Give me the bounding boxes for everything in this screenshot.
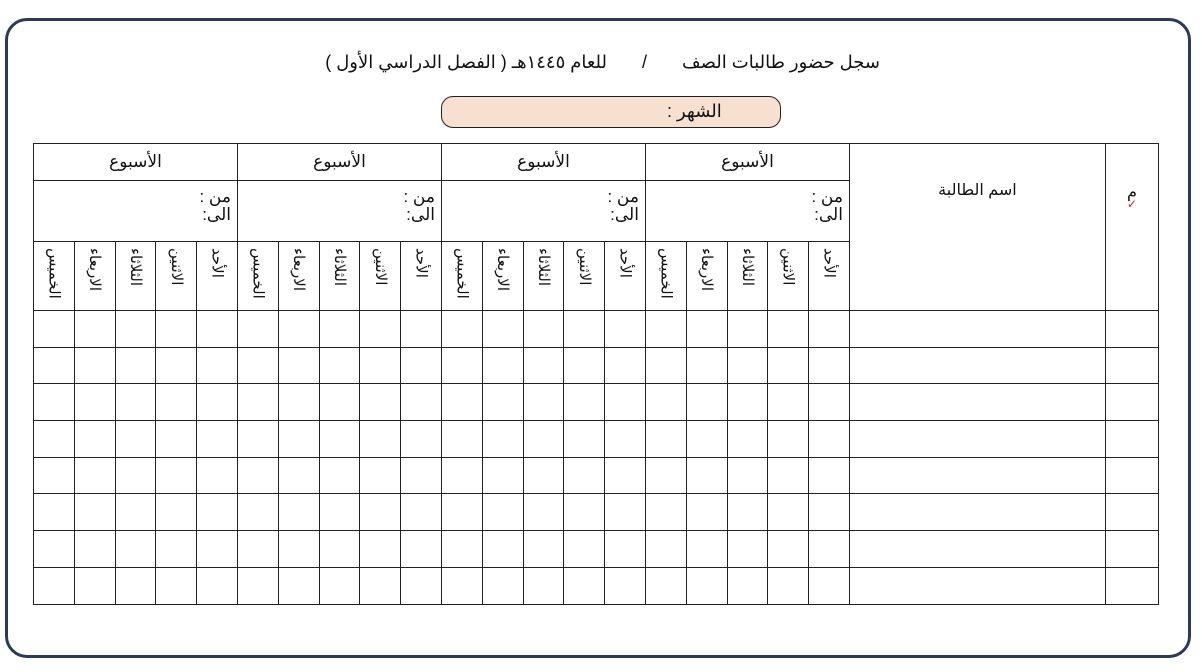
day-header <box>605 242 646 311</box>
attendance-cell[interactable] <box>564 567 605 604</box>
attendance-cell[interactable] <box>319 531 360 568</box>
attendance-cell[interactable] <box>278 421 319 458</box>
attendance-cell[interactable] <box>809 421 850 458</box>
attendance-cell[interactable] <box>768 531 809 568</box>
table-row <box>34 421 1159 458</box>
attendance-cell[interactable] <box>605 457 646 494</box>
attendance-cell[interactable] <box>34 421 75 458</box>
attendance-cell[interactable] <box>564 421 605 458</box>
attendance-cell[interactable] <box>156 421 197 458</box>
from-label: من : <box>607 187 639 206</box>
attendance-cell[interactable] <box>605 311 646 348</box>
attendance-cell[interactable] <box>441 311 482 348</box>
day-header <box>441 242 482 311</box>
title-separator: / <box>642 52 648 72</box>
attendance-cell[interactable] <box>645 311 686 348</box>
to-label: الى: <box>814 205 843 224</box>
attendance-cell[interactable] <box>319 494 360 531</box>
day-header <box>156 242 197 311</box>
attendance-cell[interactable] <box>727 494 768 531</box>
attendance-cell[interactable] <box>237 384 278 421</box>
day-label: الخميس <box>657 248 675 299</box>
attendance-cell[interactable] <box>523 531 564 568</box>
to-label: الى: <box>202 205 231 224</box>
day-label: الاثنين <box>575 248 593 286</box>
attendance-cell[interactable] <box>727 457 768 494</box>
attendance-cell[interactable] <box>360 311 401 348</box>
attendance-cell[interactable] <box>360 567 401 604</box>
student-name-cell[interactable] <box>849 347 1105 384</box>
day-label: الثلاثاء <box>534 248 552 287</box>
attendance-cell[interactable] <box>768 457 809 494</box>
day-label: الخميس <box>249 248 267 299</box>
day-header <box>482 242 523 311</box>
week-header: الأسبوع <box>441 144 645 181</box>
day-header <box>686 242 727 311</box>
student-name-header <box>849 144 1105 311</box>
day-header <box>727 242 768 311</box>
attendance-cell[interactable] <box>34 494 75 531</box>
attendance-cell[interactable] <box>319 311 360 348</box>
attendance-cell[interactable] <box>809 457 850 494</box>
attendance-cell[interactable] <box>401 311 442 348</box>
attendance-cell[interactable] <box>278 457 319 494</box>
attendance-cell[interactable] <box>605 384 646 421</box>
attendance-cell[interactable] <box>686 494 727 531</box>
from-label: من : <box>811 187 843 206</box>
attendance-cell[interactable] <box>686 311 727 348</box>
attendance-cell[interactable] <box>441 494 482 531</box>
attendance-cell[interactable] <box>401 421 442 458</box>
attendance-cell[interactable] <box>237 421 278 458</box>
attendance-cell[interactable] <box>360 494 401 531</box>
attendance-cell[interactable] <box>278 567 319 604</box>
attendance-cell[interactable] <box>523 347 564 384</box>
attendance-cell[interactable] <box>115 457 156 494</box>
attendance-cell[interactable] <box>115 567 156 604</box>
attendance-cell[interactable] <box>482 347 523 384</box>
attendance-cell[interactable] <box>360 531 401 568</box>
attendance-cell[interactable] <box>809 347 850 384</box>
attendance-cell[interactable] <box>768 384 809 421</box>
attendance-cell[interactable] <box>645 384 686 421</box>
week-header: الأسبوع <box>645 144 849 181</box>
attendance-cell[interactable] <box>34 384 75 421</box>
student-name-header-label: اسم الطالبة <box>938 182 1017 199</box>
attendance-cell[interactable] <box>156 384 197 421</box>
day-label: الثلاثاء <box>738 248 756 287</box>
attendance-cell[interactable] <box>115 531 156 568</box>
attendance-cell[interactable] <box>441 384 482 421</box>
attendance-cell[interactable] <box>319 567 360 604</box>
attendance-cell[interactable] <box>360 421 401 458</box>
attendance-cell[interactable] <box>115 494 156 531</box>
attendance-cell[interactable] <box>768 421 809 458</box>
attendance-cell[interactable] <box>401 531 442 568</box>
attendance-cell[interactable] <box>237 311 278 348</box>
attendance-cell[interactable] <box>197 494 238 531</box>
attendance-cell[interactable] <box>441 567 482 604</box>
table-row <box>34 457 1159 494</box>
attendance-cell[interactable] <box>237 567 278 604</box>
attendance-cell[interactable] <box>237 531 278 568</box>
day-header <box>74 242 115 311</box>
day-label: الثلاثاء <box>126 248 144 287</box>
attendance-cell[interactable] <box>523 567 564 604</box>
student-name-cell[interactable] <box>849 421 1105 458</box>
attendance-cell[interactable] <box>237 494 278 531</box>
number-cell[interactable] <box>1105 384 1158 421</box>
week-header: الأسبوع <box>237 144 441 181</box>
number-cell[interactable] <box>1105 347 1158 384</box>
red-check-icon: ✓ <box>1126 197 1137 211</box>
attendance-cell[interactable] <box>197 421 238 458</box>
attendance-cell[interactable] <box>74 421 115 458</box>
attendance-cell[interactable] <box>34 567 75 604</box>
attendance-cell[interactable] <box>115 421 156 458</box>
day-header <box>34 242 75 311</box>
attendance-cell[interactable] <box>809 384 850 421</box>
attendance-cell[interactable] <box>156 311 197 348</box>
attendance-cell[interactable] <box>645 421 686 458</box>
day-label: الاربعاء <box>290 248 308 292</box>
week-date-range[interactable] <box>645 181 849 242</box>
week-date-range[interactable] <box>34 181 238 242</box>
attendance-cell[interactable] <box>401 384 442 421</box>
number-header <box>1105 144 1158 311</box>
attendance-cell[interactable] <box>645 494 686 531</box>
attendance-cell[interactable] <box>74 567 115 604</box>
attendance-cell[interactable] <box>727 384 768 421</box>
number-cell[interactable] <box>1105 457 1158 494</box>
number-cell[interactable] <box>1105 494 1158 531</box>
attendance-cell[interactable] <box>564 457 605 494</box>
attendance-cell[interactable] <box>686 347 727 384</box>
attendance-cell[interactable] <box>156 531 197 568</box>
day-label: الأحد <box>820 248 838 278</box>
attendance-cell[interactable] <box>74 457 115 494</box>
attendance-cell[interactable] <box>809 531 850 568</box>
attendance-cell[interactable] <box>482 384 523 421</box>
student-name-cell[interactable] <box>849 567 1105 604</box>
student-name-cell[interactable] <box>849 531 1105 568</box>
attendance-cell[interactable] <box>482 421 523 458</box>
table-row <box>34 311 1159 348</box>
attendance-cell[interactable] <box>482 531 523 568</box>
attendance-cell[interactable] <box>115 311 156 348</box>
day-label: الاربعاء <box>86 248 104 292</box>
attendance-cell[interactable] <box>564 494 605 531</box>
number-cell[interactable] <box>1105 567 1158 604</box>
attendance-cell[interactable] <box>360 347 401 384</box>
attendance-cell[interactable] <box>74 494 115 531</box>
day-header <box>401 242 442 311</box>
attendance-cell[interactable] <box>74 347 115 384</box>
day-header <box>197 242 238 311</box>
day-header <box>564 242 605 311</box>
attendance-cell[interactable] <box>482 494 523 531</box>
day-label: الخميس <box>45 248 63 299</box>
attendance-cell[interactable] <box>727 567 768 604</box>
attendance-cell[interactable] <box>401 457 442 494</box>
attendance-cell[interactable] <box>564 531 605 568</box>
title-year-term: للعام ١٤٤٥هـ ( الفصل الدراسي الأول ) <box>325 52 607 72</box>
day-label: الاثنين <box>371 248 389 286</box>
attendance-cell[interactable] <box>645 567 686 604</box>
attendance-cell[interactable] <box>197 531 238 568</box>
attendance-cell[interactable] <box>156 457 197 494</box>
from-label: من : <box>403 187 435 206</box>
attendance-cell[interactable] <box>278 531 319 568</box>
attendance-cell[interactable] <box>278 494 319 531</box>
day-header <box>809 242 850 311</box>
day-header <box>237 242 278 311</box>
attendance-cell[interactable] <box>34 457 75 494</box>
attendance-cell[interactable] <box>74 311 115 348</box>
number-cell[interactable] <box>1105 531 1158 568</box>
attendance-table <box>33 143 1159 605</box>
attendance-cell[interactable] <box>319 421 360 458</box>
attendance-cell[interactable] <box>197 311 238 348</box>
student-name-cell[interactable] <box>849 494 1105 531</box>
attendance-cell[interactable] <box>441 347 482 384</box>
attendance-cell[interactable] <box>605 494 646 531</box>
attendance-cell[interactable] <box>237 347 278 384</box>
attendance-cell[interactable] <box>564 311 605 348</box>
attendance-cell[interactable] <box>360 384 401 421</box>
attendance-cell[interactable] <box>727 531 768 568</box>
attendance-cell[interactable] <box>197 347 238 384</box>
attendance-cell[interactable] <box>156 494 197 531</box>
month-field[interactable] <box>441 96 781 128</box>
from-label: من : <box>199 187 231 206</box>
attendance-cell[interactable] <box>645 531 686 568</box>
attendance-cell[interactable] <box>115 347 156 384</box>
student-name-cell[interactable] <box>849 457 1105 494</box>
attendance-cell[interactable] <box>34 531 75 568</box>
attendance-cell[interactable] <box>727 347 768 384</box>
attendance-cell[interactable] <box>523 421 564 458</box>
attendance-cell[interactable] <box>686 457 727 494</box>
day-label: الاربعاء <box>494 248 512 292</box>
attendance-cell[interactable] <box>441 421 482 458</box>
attendance-cell[interactable] <box>768 567 809 604</box>
number-header-label: م <box>1126 184 1137 201</box>
page-title <box>325 52 880 73</box>
day-header <box>278 242 319 311</box>
day-label: الخميس <box>453 248 471 299</box>
table-row <box>34 384 1159 421</box>
attendance-cell[interactable] <box>605 347 646 384</box>
week-date-range[interactable] <box>441 181 645 242</box>
attendance-cell[interactable] <box>197 384 238 421</box>
attendance-cell[interactable] <box>156 347 197 384</box>
attendance-cell[interactable] <box>278 311 319 348</box>
attendance-cell[interactable] <box>523 457 564 494</box>
attendance-cell[interactable] <box>523 494 564 531</box>
attendance-cell[interactable] <box>564 347 605 384</box>
attendance-cell[interactable] <box>686 421 727 458</box>
attendance-cell[interactable] <box>360 457 401 494</box>
number-cell[interactable] <box>1105 421 1158 458</box>
attendance-cell[interactable] <box>809 494 850 531</box>
day-label: الأحد <box>208 248 226 278</box>
attendance-cell[interactable] <box>564 384 605 421</box>
attendance-cell[interactable] <box>441 457 482 494</box>
attendance-cell[interactable] <box>482 567 523 604</box>
attendance-cell[interactable] <box>34 311 75 348</box>
month-label: الشهر : <box>667 101 722 121</box>
attendance-cell[interactable] <box>278 347 319 384</box>
day-label: الاربعاء <box>698 248 716 292</box>
attendance-cell[interactable] <box>441 531 482 568</box>
attendance-cell[interactable] <box>605 567 646 604</box>
table-row <box>34 567 1159 604</box>
table-row <box>34 347 1159 384</box>
day-header <box>360 242 401 311</box>
attendance-cell[interactable] <box>605 531 646 568</box>
attendance-cell[interactable] <box>768 311 809 348</box>
attendance-cell[interactable] <box>645 457 686 494</box>
title-text: سجل حضور طالبات الصف <box>682 52 880 72</box>
attendance-cell[interactable] <box>74 531 115 568</box>
attendance-cell[interactable] <box>686 384 727 421</box>
attendance-cell[interactable] <box>115 384 156 421</box>
to-label: الى: <box>610 205 639 224</box>
student-name-cell[interactable] <box>849 311 1105 348</box>
day-header <box>319 242 360 311</box>
to-label: الى: <box>406 205 435 224</box>
day-label: الاثنين <box>167 248 185 286</box>
attendance-cell[interactable] <box>768 347 809 384</box>
attendance-cell[interactable] <box>482 311 523 348</box>
day-header <box>768 242 809 311</box>
number-cell[interactable] <box>1105 311 1158 348</box>
table-row <box>34 494 1159 531</box>
attendance-cell[interactable] <box>401 347 442 384</box>
week-date-range[interactable] <box>237 181 441 242</box>
attendance-cell[interactable] <box>401 494 442 531</box>
attendance-cell[interactable] <box>401 567 442 604</box>
attendance-cell[interactable] <box>197 457 238 494</box>
day-label: الأحد <box>412 248 430 278</box>
day-header <box>115 242 156 311</box>
table-row <box>34 531 1159 568</box>
attendance-cell[interactable] <box>319 384 360 421</box>
attendance-cell[interactable] <box>237 457 278 494</box>
attendance-cell[interactable] <box>768 494 809 531</box>
attendance-cell[interactable] <box>809 311 850 348</box>
attendance-cell[interactable] <box>319 457 360 494</box>
attendance-cell[interactable] <box>523 311 564 348</box>
attendance-cell[interactable] <box>278 384 319 421</box>
attendance-cell[interactable] <box>482 457 523 494</box>
attendance-cell[interactable] <box>197 567 238 604</box>
attendance-cell[interactable] <box>34 347 75 384</box>
attendance-cell[interactable] <box>605 421 646 458</box>
attendance-cell[interactable] <box>645 347 686 384</box>
attendance-cell[interactable] <box>686 567 727 604</box>
attendance-cell[interactable] <box>156 567 197 604</box>
day-label: الثلاثاء <box>330 248 348 287</box>
week-header: الأسبوع <box>34 144 238 181</box>
day-label: الأحد <box>616 248 634 278</box>
day-header <box>523 242 564 311</box>
attendance-cell[interactable] <box>686 531 727 568</box>
day-header <box>645 242 686 311</box>
attendance-cell[interactable] <box>74 384 115 421</box>
attendance-cell[interactable] <box>523 384 564 421</box>
attendance-cell[interactable] <box>727 311 768 348</box>
attendance-cell[interactable] <box>727 421 768 458</box>
day-label: الاثنين <box>779 248 797 286</box>
student-name-cell[interactable] <box>849 384 1105 421</box>
attendance-cell[interactable] <box>319 347 360 384</box>
attendance-cell[interactable] <box>809 567 850 604</box>
